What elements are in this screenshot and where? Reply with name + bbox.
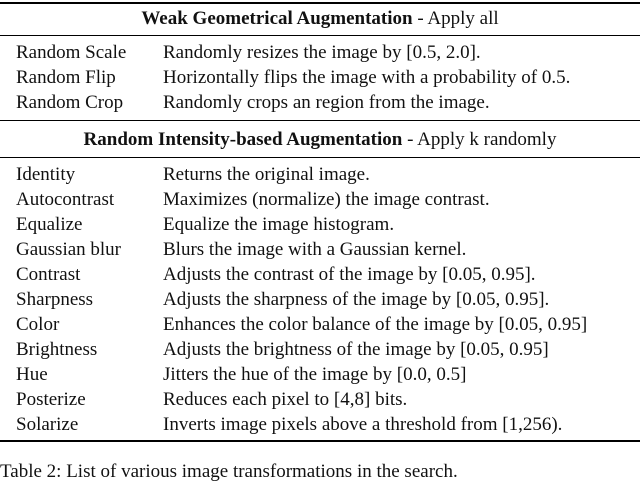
transform-description: Maximizes (normalize) the image contrast. [163,189,490,210]
table-row [0,287,640,312]
transform-description: Blurs the image with a Gaussian kernel. [163,239,467,260]
transform-name: Random Flip [16,67,116,88]
transform-description: Jitters the hue of the image by [0.0, 0.5] [163,364,467,385]
section-header-weak [0,7,640,31]
transform-description: Reduces each pixel to [4,8] bits. [163,389,408,410]
table-row [0,387,640,412]
transform-description: Enhances the color balance of the image by [0.05, 0.95] [163,314,588,335]
transform-name: Color [16,314,60,335]
transform-name: Autocontrast [16,189,115,210]
section-title-rest: - Apply all [412,8,499,29]
table-row [0,237,640,262]
header-rule [0,35,640,36]
table-row [0,65,640,90]
section-header-intensity [0,128,640,152]
transform-description: Adjusts the brightness of the image by [0.05, 0.95] [163,339,549,360]
bottom-rule [0,440,640,442]
section-title-rest: - Apply k randomly [402,129,557,150]
table-row [0,262,640,287]
table-caption: Table 2: List of various image transformations in the search. [0,461,458,482]
transform-name: Equalize [16,214,83,235]
transform-name: Identity [16,164,76,185]
table-row [0,312,640,337]
section-divider [0,120,640,121]
transform-name: Random Scale [16,42,127,63]
transform-description: Horizontally flips the image with a probability of 0.5. [163,67,571,88]
transform-description: Inverts image pixels above a threshold from [1,256). [163,414,563,435]
table-row [0,187,640,212]
table-row [0,362,640,387]
table-row [0,90,640,115]
table-row [0,412,640,437]
transform-description: Randomly crops an region from the image. [163,92,490,113]
transform-name: Posterize [16,389,86,410]
table-row [0,212,640,237]
transform-name: Random Crop [16,92,124,113]
transform-description: Returns the original image. [163,164,370,185]
transform-description: Equalize the image histogram. [163,214,395,235]
section-title-bold: Weak Geometrical Augmentation [141,8,413,29]
transform-description: Adjusts the contrast of the image by [0.05, 0.95]. [163,264,536,285]
table-row [0,337,640,362]
table-row [0,162,640,187]
transform-name: Brightness [16,339,98,360]
transform-name: Contrast [16,264,81,285]
transform-name: Solarize [16,414,79,435]
transform-name: Hue [16,364,48,385]
table-row [0,40,640,65]
top-rule [0,2,640,4]
transform-name: Gaussian blur [16,239,122,260]
transform-name: Sharpness [16,289,94,310]
transform-description: Randomly resizes the image by [0.5, 2.0]. [163,42,481,63]
header-rule [0,157,640,158]
section-title-bold: Random Intensity-based Augmentation [83,129,403,150]
transform-description: Adjusts the sharpness of the image by [0.05, 0.95]. [163,289,550,310]
